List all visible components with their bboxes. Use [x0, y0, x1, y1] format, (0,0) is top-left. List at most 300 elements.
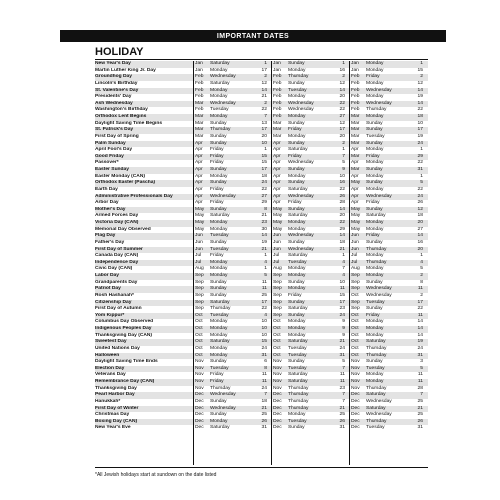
- weekday: Monday: [366, 67, 384, 73]
- month: Feb: [273, 94, 282, 100]
- day: 31: [261, 352, 267, 358]
- weekday: Thursday: [366, 352, 387, 358]
- month: Nov: [351, 365, 360, 371]
- weekday: Tuesday: [210, 365, 229, 371]
- day: 31: [261, 425, 267, 431]
- month: Jan: [351, 67, 359, 73]
- date-cell: [349, 359, 427, 366]
- day: 10: [261, 332, 267, 338]
- weekday: Friday: [288, 127, 302, 133]
- month: Apr: [195, 200, 203, 206]
- date-cell: [193, 260, 271, 267]
- month: Apr: [195, 160, 203, 166]
- month: Sep: [273, 299, 282, 305]
- weekday: Saturday: [288, 147, 308, 153]
- month: Jul: [195, 253, 202, 259]
- day: 15: [417, 67, 423, 73]
- day: 1: [342, 253, 345, 259]
- weekday: Saturday: [288, 372, 308, 378]
- date-cell: [349, 207, 427, 214]
- month: May: [195, 206, 205, 212]
- month: May: [273, 206, 283, 212]
- month: Feb: [273, 87, 282, 93]
- weekday: Wednesday: [288, 160, 314, 166]
- day: 26: [339, 418, 345, 424]
- table-row: [95, 346, 428, 353]
- holiday-name: Administrative Professionals Day: [95, 193, 173, 199]
- month: Dec: [195, 392, 204, 398]
- column-divider: [271, 61, 272, 465]
- date-cell: [271, 300, 349, 307]
- date-cell: [349, 61, 427, 68]
- month: Apr: [195, 173, 203, 179]
- weekday: Sunday: [288, 206, 305, 212]
- month: Sep: [351, 286, 360, 292]
- date-cell: [193, 107, 271, 114]
- weekday: Friday: [210, 153, 224, 159]
- holiday-name: Remembrance Day (CAN): [95, 379, 155, 384]
- date-cell: [271, 134, 349, 141]
- date-cell: [193, 61, 271, 68]
- month: Feb: [351, 94, 360, 100]
- weekday: Monday: [366, 226, 384, 232]
- date-cell: [271, 160, 349, 167]
- day: 31: [339, 425, 345, 431]
- day: 8: [420, 279, 423, 285]
- weekday: Monday: [210, 220, 228, 225]
- holiday-name: Ash Wednesday: [95, 100, 133, 106]
- date-cell: [349, 306, 427, 313]
- holiday-name: April Fool's Day: [95, 147, 133, 153]
- date-cell: [349, 379, 427, 386]
- day: 4: [420, 259, 423, 265]
- month: Feb: [195, 80, 204, 86]
- day: 22: [261, 306, 267, 312]
- weekday: Monday: [288, 266, 306, 272]
- day: 4: [264, 259, 267, 265]
- day: 18: [261, 173, 267, 179]
- holiday-name: Veterans Day: [95, 372, 126, 378]
- month: Dec: [273, 412, 282, 418]
- day: 7: [342, 398, 345, 404]
- month: Apr: [195, 193, 203, 199]
- weekday: Sunday: [288, 239, 305, 245]
- day: 25: [417, 398, 423, 404]
- month: Sep: [351, 273, 360, 278]
- day: 14: [417, 100, 423, 106]
- holiday-name: Earth Day: [95, 186, 118, 192]
- weekday: Saturday: [288, 186, 308, 192]
- weekday: Monday: [366, 273, 384, 278]
- day: 12: [339, 80, 345, 86]
- holiday-table: [95, 61, 428, 432]
- date-cell: [349, 319, 427, 326]
- month: Dec: [273, 392, 282, 398]
- date-cell: [193, 306, 271, 313]
- day: 21: [261, 246, 267, 252]
- date-cell: [271, 213, 349, 220]
- month: Mar: [195, 114, 204, 119]
- month: Feb: [351, 100, 360, 106]
- day: 5: [420, 365, 423, 371]
- holiday-name: Sweetest Day: [95, 339, 127, 345]
- date-cell: [193, 114, 271, 121]
- holiday-name: Father's Day: [95, 239, 125, 245]
- month: Nov: [273, 385, 282, 391]
- day: 24: [339, 345, 345, 351]
- month: Oct: [351, 292, 359, 298]
- day: 7: [420, 392, 423, 398]
- holiday-name: Lincoln's Birthday: [95, 80, 138, 86]
- date-cell: [193, 266, 271, 273]
- date-cell: [349, 419, 427, 426]
- day: 6: [264, 359, 267, 365]
- month: Mar: [195, 127, 204, 133]
- day: 22: [339, 186, 345, 192]
- date-cell: [271, 114, 349, 121]
- month: Aug: [351, 266, 360, 272]
- date-cell: [193, 399, 271, 406]
- calendar-page: [60, 30, 446, 478]
- date-cell: [193, 300, 271, 307]
- holiday-name: Thanksgiving Day: [95, 385, 137, 391]
- weekday: Monday: [288, 412, 306, 418]
- weekday: Saturday: [210, 299, 230, 305]
- day: 16: [339, 180, 345, 186]
- column-divider: [349, 61, 350, 465]
- table-row: [95, 134, 428, 141]
- weekday: Sunday: [288, 167, 305, 172]
- date-cell: [349, 134, 427, 141]
- day: 28: [339, 200, 345, 206]
- day: 23: [261, 220, 267, 225]
- weekday: Monday: [210, 94, 228, 100]
- date-cell: [193, 213, 271, 220]
- month: Apr: [195, 167, 203, 172]
- day: 20: [339, 94, 345, 100]
- day: 11: [417, 312, 423, 318]
- weekday: Monday: [288, 273, 306, 278]
- day: 25: [339, 412, 345, 418]
- weekday: Wednesday: [288, 100, 314, 106]
- weekday: Monday: [366, 220, 384, 225]
- weekday: Wednesday: [366, 412, 392, 418]
- date-cell: [349, 160, 427, 167]
- month: Apr: [195, 147, 203, 153]
- day: 22: [417, 107, 423, 113]
- day: 31: [339, 352, 345, 358]
- day: 23: [339, 306, 345, 312]
- date-cell: [271, 240, 349, 247]
- weekday: Monday: [366, 186, 384, 192]
- day: 16: [417, 239, 423, 245]
- date-cell: [349, 200, 427, 207]
- day: 17: [261, 67, 267, 73]
- weekday: Saturday: [288, 306, 308, 312]
- day: 9: [342, 332, 345, 338]
- date-cell: [271, 180, 349, 187]
- month: May: [351, 220, 361, 225]
- table-row: [95, 399, 428, 406]
- month: Apr: [273, 180, 281, 186]
- day: 22: [417, 160, 423, 166]
- date-cell: [193, 167, 271, 174]
- month: Feb: [351, 107, 360, 113]
- holiday-name: Labor Day: [95, 273, 119, 278]
- day: 12: [261, 80, 267, 86]
- table-row: [95, 200, 428, 207]
- weekday: Monday: [366, 253, 384, 259]
- day: 5: [420, 180, 423, 186]
- footnote: *All Jewish holidays start at sundown on the date listed: [95, 472, 217, 478]
- month: Jun: [273, 239, 281, 245]
- day: 20: [261, 133, 267, 139]
- month: Mar: [351, 114, 360, 119]
- holiday-name: Daylight Saving Time Begins: [95, 120, 163, 126]
- date-cell: [271, 81, 349, 88]
- table-row: [95, 114, 428, 121]
- weekday: Tuesday: [288, 87, 307, 93]
- weekday: Friday: [288, 200, 302, 206]
- date-cell: [349, 339, 427, 346]
- weekday: Saturday: [288, 213, 308, 219]
- weekday: Friday: [210, 160, 224, 166]
- date-cell: [349, 253, 427, 260]
- date-cell: [193, 127, 271, 134]
- table-row: [95, 253, 428, 260]
- date-cell: [193, 273, 271, 280]
- weekday: Sunday: [210, 167, 227, 172]
- month: Apr: [195, 153, 203, 159]
- weekday: Sunday: [366, 359, 383, 365]
- weekday: Thursday: [210, 127, 231, 133]
- day: 10: [417, 120, 423, 126]
- month: Jan: [273, 67, 281, 73]
- weekday: Wednesday: [288, 233, 314, 239]
- date-cell: [271, 174, 349, 181]
- day: 21: [417, 405, 423, 411]
- day: 31: [417, 352, 423, 358]
- date-cell: [271, 68, 349, 75]
- day: 18: [417, 114, 423, 119]
- weekday: Thursday: [210, 306, 231, 312]
- weekday: Saturday: [210, 61, 230, 66]
- date-cell: [349, 392, 427, 399]
- day: 11: [417, 372, 423, 378]
- weekday: Sunday: [210, 239, 227, 245]
- holiday-name: St. Patrick's Day: [95, 127, 134, 133]
- date-cell: [193, 160, 271, 167]
- date-cell: [349, 353, 427, 360]
- day: 14: [339, 206, 345, 212]
- day: 1: [420, 61, 423, 66]
- day: 5: [264, 273, 267, 278]
- day: 7: [342, 392, 345, 398]
- date-cell: [271, 386, 349, 393]
- month: Jan: [195, 61, 203, 66]
- month: Dec: [195, 425, 204, 431]
- date-cell: [193, 346, 271, 353]
- month: May: [195, 226, 205, 232]
- date-cell: [271, 346, 349, 353]
- day: 2: [264, 100, 267, 106]
- weekday: Monday: [210, 273, 228, 278]
- holiday-name: Groundhog Day: [95, 74, 132, 80]
- weekday: Monday: [288, 326, 306, 331]
- month: Dec: [351, 412, 360, 418]
- day: 24: [261, 345, 267, 351]
- weekday: Thursday: [366, 246, 387, 252]
- day: 2: [420, 273, 423, 278]
- date-cell: [271, 280, 349, 287]
- date-cell: [349, 114, 427, 121]
- month: Oct: [273, 339, 281, 345]
- day: 11: [339, 372, 345, 378]
- table-row: [95, 266, 428, 273]
- holiday-name: Daylight Saving Time Ends: [95, 359, 158, 365]
- month: Jul: [351, 259, 358, 265]
- day: 14: [261, 87, 267, 93]
- date-cell: [349, 266, 427, 273]
- month: Jun: [273, 233, 281, 239]
- weekday: Monday: [366, 160, 384, 166]
- month: Sep: [273, 292, 282, 298]
- day: 7: [342, 153, 345, 159]
- day: 25: [417, 412, 423, 418]
- weekday: Thursday: [288, 398, 309, 404]
- weekday: Wednesday: [366, 286, 392, 292]
- month: Nov: [273, 372, 282, 378]
- day: 5: [342, 160, 345, 166]
- month: Apr: [351, 147, 359, 153]
- month: Nov: [195, 359, 204, 365]
- date-cell: [349, 213, 427, 220]
- weekday: Thursday: [210, 385, 231, 391]
- month: Nov: [351, 385, 360, 391]
- day: 19: [417, 339, 423, 345]
- day: 21: [261, 405, 267, 411]
- table-row: [95, 379, 428, 386]
- day: 2: [342, 140, 345, 146]
- date-cell: [193, 379, 271, 386]
- weekday: Sunday: [210, 206, 227, 212]
- weekday: Monday: [210, 418, 228, 424]
- month: Mar: [351, 133, 360, 139]
- date-cell: [271, 359, 349, 366]
- month: Dec: [351, 405, 360, 411]
- date-cell: [271, 326, 349, 333]
- weekday: Sunday: [210, 180, 227, 186]
- day: 22: [339, 107, 345, 113]
- date-cell: [193, 154, 271, 161]
- month: Mar: [351, 167, 360, 172]
- weekday: Monday: [366, 80, 384, 86]
- day: 12: [417, 80, 423, 86]
- weekday: Saturday: [366, 392, 386, 398]
- date-cell: [193, 412, 271, 419]
- weekday: Friday: [210, 372, 224, 378]
- day: 11: [261, 379, 267, 384]
- month: Feb: [351, 87, 360, 93]
- date-cell: [349, 386, 427, 393]
- holiday-name: Pearl Harbor Day: [95, 392, 135, 398]
- holiday-name: Orthodox Lent Begins: [95, 114, 147, 119]
- date-cell: [271, 220, 349, 227]
- day: 17: [261, 299, 267, 305]
- weekday: Wednesday: [210, 74, 236, 80]
- date-cell: [271, 333, 349, 340]
- month: Apr: [273, 147, 281, 153]
- month: Sep: [195, 292, 204, 298]
- weekday: Tuesday: [210, 246, 229, 252]
- month: May: [195, 213, 205, 219]
- weekday: Sunday: [288, 120, 305, 126]
- day: 21: [339, 405, 345, 411]
- day: 8: [264, 206, 267, 212]
- date-cell: [349, 366, 427, 373]
- weekday: Tuesday: [288, 259, 307, 265]
- day: 7: [264, 114, 267, 119]
- date-cell: [193, 141, 271, 148]
- date-cell: [193, 74, 271, 81]
- month: Apr: [273, 160, 281, 166]
- month: Oct: [351, 332, 359, 338]
- date-cell: [349, 94, 427, 101]
- weekday: Thursday: [366, 345, 387, 351]
- date-cell: [349, 127, 427, 134]
- weekday: Monday: [288, 67, 306, 73]
- holiday-name: Washington's Birthday: [95, 107, 148, 113]
- weekday: Monday: [210, 326, 228, 331]
- day: 27: [261, 193, 267, 199]
- day: 7: [342, 266, 345, 272]
- date-cell: [271, 419, 349, 426]
- month: Jun: [351, 246, 359, 252]
- day: 10: [261, 140, 267, 146]
- table-row: [95, 107, 428, 114]
- weekday: Tuesday: [366, 425, 385, 431]
- month: Apr: [351, 186, 359, 192]
- date-cell: [193, 419, 271, 426]
- day: 2: [342, 74, 345, 80]
- date-cell: [193, 326, 271, 333]
- month: Oct: [195, 339, 203, 345]
- day: 7: [264, 392, 267, 398]
- weekday: Friday: [366, 74, 380, 80]
- month: Nov: [195, 385, 204, 391]
- date-cell: [193, 88, 271, 95]
- weekday: Saturday: [210, 213, 230, 219]
- day: 11: [261, 279, 267, 285]
- month: Dec: [195, 405, 204, 411]
- date-cell: [349, 147, 427, 154]
- month: Feb: [273, 74, 282, 80]
- month: Jul: [273, 259, 280, 265]
- weekday: Wednesday: [210, 392, 236, 398]
- day: 5: [420, 266, 423, 272]
- day: 11: [339, 286, 345, 292]
- month: Oct: [351, 345, 359, 351]
- table-row: [95, 319, 428, 326]
- day: 1: [342, 61, 345, 66]
- table-row: [95, 61, 428, 68]
- date-cell: [349, 326, 427, 333]
- weekday: Wednesday: [210, 193, 236, 199]
- month: Apr: [195, 140, 203, 146]
- date-cell: [271, 372, 349, 379]
- month: Dec: [351, 418, 360, 424]
- date-cell: [349, 121, 427, 128]
